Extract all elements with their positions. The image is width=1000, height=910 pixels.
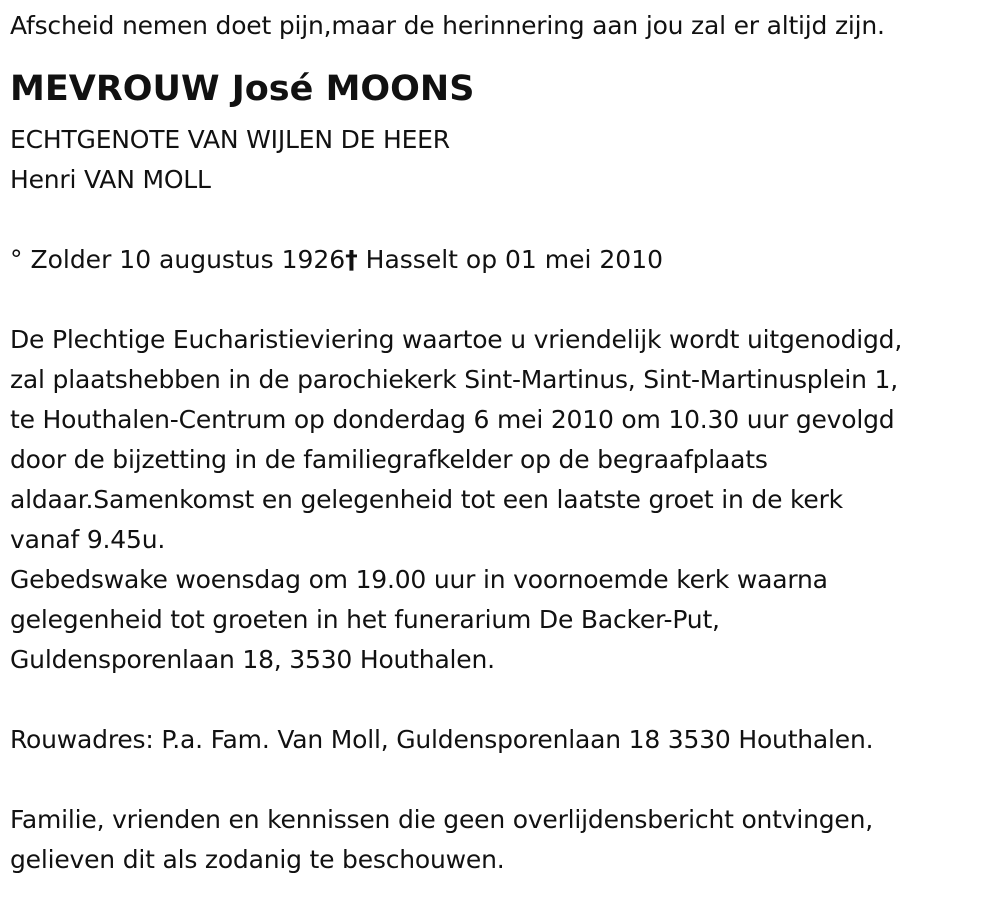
- ceremony-text: [10, 320, 990, 680]
- death-info: Hasselt op 01 mei 2010: [357, 245, 664, 274]
- ceremony-line: door de bijzetting in de familiegrafkelder op de begraafplaats: [10, 445, 768, 474]
- life-dates: [10, 240, 990, 280]
- death-cross-icon: †: [345, 245, 358, 274]
- ceremony-line: te Houthalen-Centrum op donderdag 6 mei 2010 om 10.30 uur gevolgd: [10, 405, 895, 434]
- spacer: [10, 200, 990, 240]
- motto: Afscheid nemen doet pijn,maar de herinnering aan jou zal er altijd zijn.: [10, 11, 885, 40]
- ceremony-line: zal plaatshebben in de parochiekerk Sint-Martinus, Sint-Martinusplein 1,: [10, 365, 898, 394]
- ceremony-line: Gebedswake woensdag om 19.00 uur in voornoemde kerk waarna: [10, 565, 828, 594]
- spacer: [10, 280, 990, 320]
- closing-text: [10, 800, 990, 880]
- ceremony-line: vanaf 9.45u.: [10, 525, 166, 554]
- ceremony-line: gelegenheid tot groeten in het funerarium De Backer-Put,: [10, 605, 720, 634]
- ceremony-line: De Plechtige Eucharistieviering waartoe u vriendelijk wordt uitgenodigd,: [10, 325, 903, 354]
- relation-line-2: Henri VAN MOLL: [10, 165, 211, 194]
- closing-line: Familie, vrienden en kennissen die geen overlijdensbericht ontvingen,: [10, 805, 874, 834]
- deceased-name: MEVROUW José MOONS: [10, 69, 475, 109]
- mourning-address: Rouwadres: P.a. Fam. Van Moll, Guldensporenlaan 18 3530 Houthalen.: [10, 725, 874, 754]
- birth-symbol: °: [10, 245, 23, 274]
- closing-line: gelieven dit als zodanig te beschouwen.: [10, 845, 505, 874]
- ceremony-line: Guldensporenlaan 18, 3530 Houthalen.: [10, 645, 495, 674]
- spacer: [10, 760, 990, 800]
- birth-info: Zolder 10 augustus 1926: [22, 245, 346, 274]
- obituary-notice: [10, 6, 990, 880]
- spacer: [10, 680, 990, 720]
- relation-line-1: ECHTGENOTE VAN WIJLEN DE HEER: [10, 125, 450, 154]
- ceremony-line: aldaar.Samenkomst en gelegenheid tot een laatste groet in de kerk: [10, 485, 843, 514]
